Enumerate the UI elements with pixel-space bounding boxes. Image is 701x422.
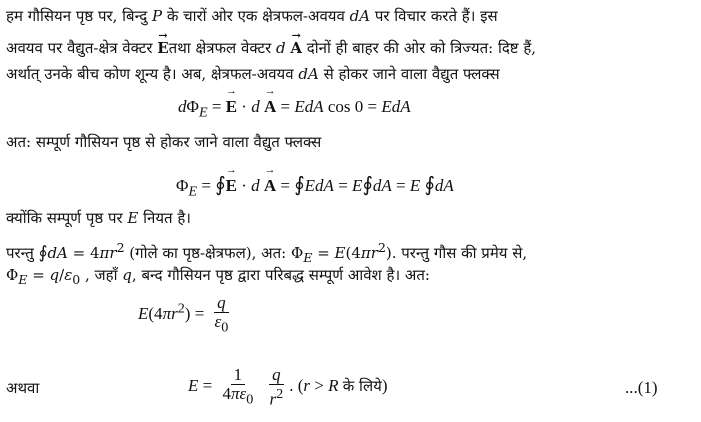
paragraph4-line1: परन्तु ∮dA = $4\pi r^2$ (गोले का पृष्ठ-क्षेत्रफल), अत: $\Phi_E = E(4\pi r^2)$. परन्तु गौस की प्रमेय से,	[6, 240, 528, 265]
equation4: E = $\frac{1}{4\pi\varepsilon_0}$ $\frac{q}{r^2}$ . (r > R के लिये)	[188, 365, 388, 409]
paragraph1-line2: अवयव पर वैद्युत-क्षेत्र वेक्टर → Eतथा क्षेत्रफल वेक्टर d → A दोनों ही बाहर की ओर को त्रिज्यत: दिष्ट हैं,	[6, 38, 536, 58]
equation3: $E(4\pi r^2)$ = $\frac{q}{\varepsilon_0}$	[138, 293, 229, 336]
equation2: $\Phi_E$ = ∮→ E · d → A = ∮EdA = E∮dA = E ∮dA	[176, 172, 454, 200]
paragraph2: अत: सम्पूर्ण गौसियन पृष्ठ से होकर जाने वाला वैद्युत फ्लक्स	[6, 133, 322, 151]
paragraph1-line1: हम गौसियन पृष्ठ पर, बिन्दु P के चारों ओर एक क्षेत्रफल-अवयव dA पर विचार करते हैं। इस	[6, 7, 498, 25]
paragraph3: क्योंकि सम्पूर्ण पृष्ठ पर E नियत है।	[6, 209, 191, 227]
equation4-label: अथवा	[6, 379, 40, 397]
paragraph4-line2: $\Phi_E = q/\varepsilon_0$ , जहाँ q, बन्द गौसियन पृष्ठ द्वारा परिबद्ध सम्पूर्ण आवेश है। अत:	[6, 266, 430, 287]
paragraph1-line3: अर्थात् उनके बीच कोण शून्य है। अब, क्षेत्रफल-अवयव dA से होकर जाने वाला वैद्युत फ्लक्स	[6, 65, 500, 83]
equation4-number: ...(1)	[625, 378, 658, 397]
equation1: $d\Phi_E$ = → E · d → A = EdA cos 0 = EdA	[178, 97, 411, 121]
